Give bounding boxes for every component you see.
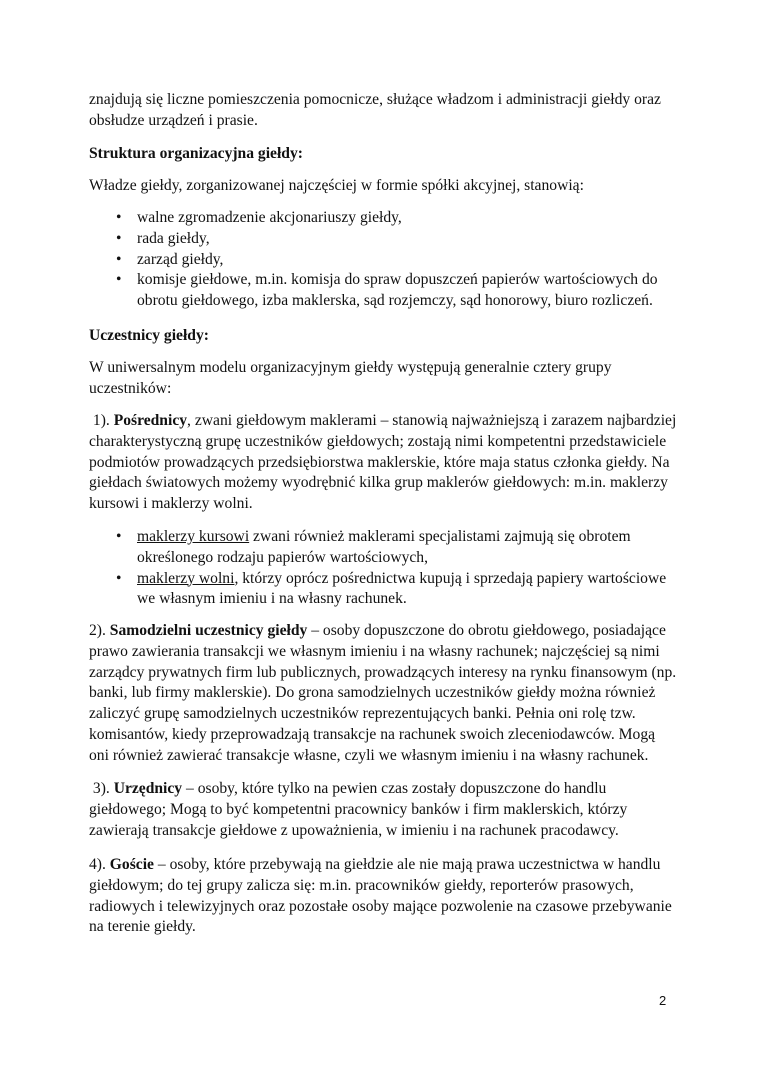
text-line: obsłudze urządzeń i prasie. (89, 111, 258, 129)
bullet-icon: • (116, 250, 122, 268)
text-line: walne zgromadzenie akcjonariuszy giełdy, (137, 209, 402, 226)
text-segment: zwani również maklerami specjalistami zajmują się obrotem (249, 528, 631, 545)
text-segment: – osoby, które przebywają na giełdzie ale nie mają prawa uczestnictwa w handlu (153, 856, 661, 873)
underlined-term: maklerzy kursowi (137, 528, 250, 545)
text-line: W uniwersalnym modelu organizacyjnym giełdy występują generalnie cztery grupy (89, 359, 612, 376)
heading-text: Uczestnicy giełdy: (89, 327, 209, 344)
bullet-icon: • (116, 209, 122, 226)
bullet-icon: • (116, 528, 122, 545)
text-line: rada giełdy, (137, 229, 210, 247)
item-number: 3). (89, 780, 114, 797)
page-number: 2 (659, 993, 667, 1008)
participants-heading (89, 326, 209, 347)
text-line: uczestników: (89, 379, 172, 397)
intro-paragraph (89, 90, 661, 132)
text-line: na terenie giełdy. (89, 918, 196, 936)
text-line: radiowych i telewizyjnych oraz pozostałe osoby mające pozwolenie na czasowe przebywanie (89, 897, 672, 915)
text-line: kursowi i maklerzy wolni. (89, 495, 253, 513)
text-line: zaliczyć grupę samodzielnych uczestników reprezentujących banki. Pełnia oni rolę tzw. (89, 705, 636, 723)
structure-heading (89, 144, 303, 165)
structure-bullet-list (116, 208, 658, 312)
text-segment: – osoby, które tylko na pewien czas zostały dopuszczone do handlu (182, 780, 607, 797)
paragraph-urzednicy (89, 779, 627, 841)
text-line: oni również zawierać transakcje własne, czyli we własnym imieniu i na własny rachunek. (89, 746, 649, 764)
underlined-term: maklerzy wolni (137, 569, 235, 587)
list-item (116, 527, 666, 569)
text-line: znajdują się liczne pomieszczenia pomocnicze, służące władzom i administracji giełdy oraz (89, 91, 661, 108)
term-bold: Urzędnicy (113, 780, 183, 797)
text-line: giełdowego; Mogą to być kompetentni pracownicy banków i firm maklerskich, którzy (89, 800, 628, 818)
text-line: zarządcy prywatnych firm lub publicznych, prowadzących interesy na rynku finansowym (np. (89, 663, 677, 681)
text-line: charakterystyczną grupę uczestników giełdowych; zostają nimi kompetentni przedstawiciele (89, 432, 667, 450)
paragraph-posrednicy (89, 411, 676, 515)
term-bold: Goście (109, 856, 154, 873)
text-line: zarząd giełdy, (137, 250, 224, 268)
heading-text: Struktura organizacyjna giełdy: (89, 145, 303, 162)
term-bold: Samodzielni uczestnicy giełdy (109, 622, 308, 639)
term-bold: Pośrednicy (113, 412, 188, 429)
list-item (116, 208, 658, 229)
text-line: podmiotów prowadzących przedsiębiorstwa maklerskie, które maja status członka giełdy. Na (89, 453, 670, 471)
participants-lead (89, 358, 612, 400)
text-line: we własnym imieniu i na własny rachunek. (137, 590, 407, 608)
item-number: 1). (89, 412, 114, 429)
brokers-bullet-list (116, 527, 666, 610)
list-item (116, 270, 658, 312)
item-number: 2). (89, 622, 110, 639)
text-line: giełdach światowych możemy wyodrębnić kilka grup maklerów giełdowych: m.in. maklerzy (89, 474, 668, 492)
bullet-icon: • (116, 569, 122, 587)
text-segment: , którzy oprócz pośrednictwa kupują i sprzedają papiery wartościowe (234, 569, 667, 587)
structure-lead: Władze giełdy, zorganizowanej najczęściej w formie spółki akcyjnej, stanowią: (89, 177, 584, 194)
text-segment: , zwani giełdowym maklerami – stanowią najważniejszą i zarazem najbardziej (187, 412, 677, 429)
text-line: giełdowym; do tej grupy zalicza się: m.in. pracowników giełdy, reporterów prasowych, (89, 876, 634, 894)
text-line: komisantów, kiedy przeprowadzają transakcje na rachunek swoich zleceniodawców. Mogą (89, 725, 656, 743)
text-line: obrotu giełdowego, izba maklerska, sąd rozjemczy, sąd honorowy, biuro rozliczeń. (137, 292, 653, 310)
text-line: banki, lub firmy maklerskie). Do grona samodzielnych uczestników giełdy można również (89, 684, 656, 702)
list-item (116, 569, 666, 611)
text-segment: – osoby dopuszczone do obrotu giełdowego, posiadające (307, 622, 666, 639)
bullet-icon: • (116, 271, 122, 289)
list-item (116, 250, 658, 271)
text-line: określonego rodzaju papierów wartościowych, (137, 548, 428, 566)
list-item (116, 229, 658, 250)
paragraph-goscie (89, 855, 672, 938)
text-line: zawierają transakcje giełdowe z upoważnienia, w imieniu i na rachunek pracodawcy. (89, 821, 619, 839)
item-number: 4). (89, 856, 110, 873)
text-line: prawo zawierania transakcji we własnym imieniu i na własny rachunek; najczęściej są nimi (89, 642, 660, 660)
bullet-icon: • (116, 229, 122, 247)
text-line: komisje giełdowe, m.in. komisja do spraw dopuszczeń papierów wartościowych do (137, 271, 658, 289)
paragraph-samodzielni (89, 621, 676, 767)
